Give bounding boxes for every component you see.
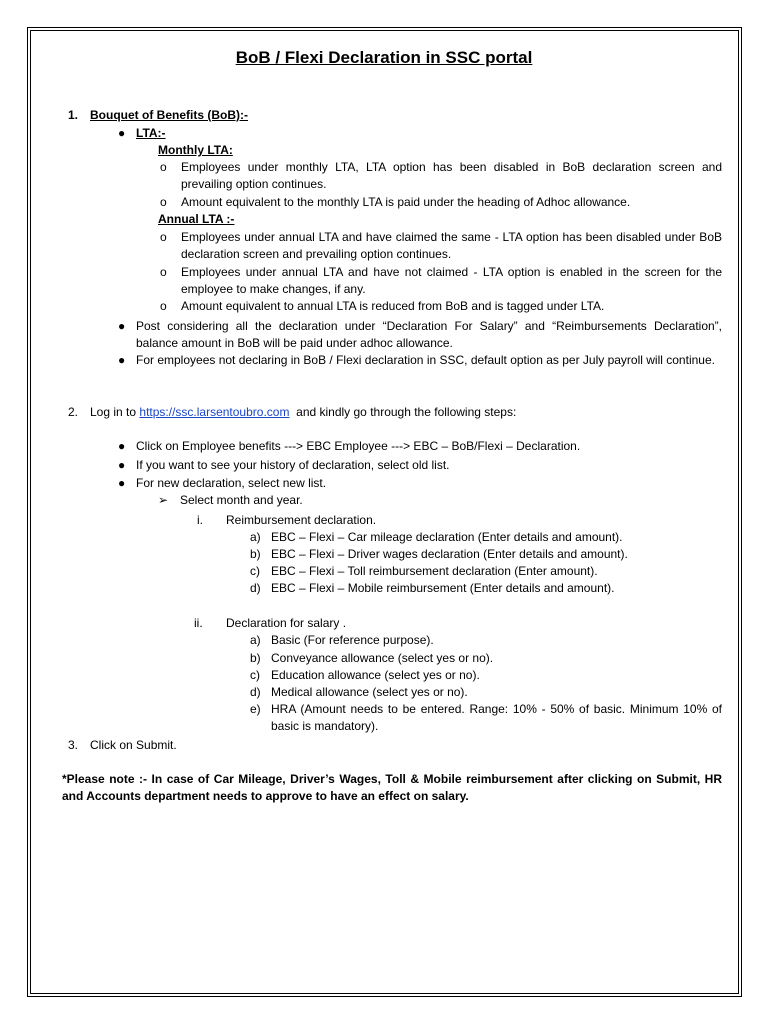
r2-item: Conveyance allowance (select yes or no). [271,651,494,665]
bullet-dot-icon: ● [118,126,126,140]
section-3-number: 3. [68,738,79,752]
circle-bullet-icon: o [160,299,167,313]
page-title: BoB / Flexi Declaration in SSC portal [235,48,533,67]
reimbursement-heading: Reimbursement declaration. [226,513,377,527]
roman-1-number: i. [197,513,203,527]
r1-item: EBC – Flexi – Car mileage declaration (Enter details and amount). [271,530,623,544]
section-1-number: 1. [68,108,79,122]
salary-declaration-heading: Declaration for salary . [226,616,347,630]
bob-bullet-2: Post considering all the declaration under “Declaration For Salary” and “Reimbursements Declaration”, balance amount in BoB will be paid under adhoc allowance. [136,319,722,350]
section-2-post: and kindly go through the following steps: [296,405,517,419]
step-1: Click on Employee benefits ---> EBC Employee ---> EBC – BoB/Flexi – Declaration. [136,439,581,453]
monthly-lta-item-1: Employees under monthly LTA, LTA option has been disabled in BoB declaration screen and prevailing option continues. [181,160,722,191]
section-2-pre: Log in to [90,405,137,419]
r2-marker: d) [250,685,261,699]
annual-lta-heading: Annual LTA :- [158,212,235,226]
r1-item: EBC – Flexi – Driver wages declaration (Enter details and amount). [271,547,628,561]
bullet-dot-icon: ● [118,319,126,333]
r2-item: Education allowance (select yes or no). [271,668,480,682]
r2-item: Basic (For reference purpose). [271,633,434,647]
section-3-text: Click on Submit. [90,738,177,752]
r2-marker: e) [250,702,261,716]
step-3: For new declaration, select new list. [136,476,327,490]
select-month-year: Select month and year. [180,493,303,507]
section-1-heading: Bouquet of Benefits (BoB):- [90,108,248,122]
circle-bullet-icon: o [160,230,167,244]
monthly-lta-heading: Monthly LTA: [158,143,233,157]
r1-marker: a) [250,530,261,544]
r2-marker: c) [250,668,260,682]
bullet-dot-icon: ● [118,458,126,472]
r2-item: Medical allowance (select yes or no). [271,685,468,699]
section-2-number: 2. [68,405,79,419]
annual-lta-item-1: Employees under annual LTA and have claimed the same - LTA option has been disabled under BoB declaration screen and prevailing option continues. [181,230,722,261]
bob-bullet-3: For employees not declaring in BoB / Flexi declaration in SSC, default option as per July payroll will continue. [136,353,715,367]
annual-lta-item-2: Employees under annual LTA and have not claimed - LTA option is enabled in the screen for the employee to make changes, if any. [181,265,722,296]
step-2: If you want to see your history of declaration, select old list. [136,458,450,472]
r2-marker: b) [250,651,261,665]
ssc-portal-link[interactable]: https://ssc.larsentoubro.com [139,405,290,419]
circle-bullet-icon: o [160,160,167,174]
roman-2-number: ii. [194,616,203,630]
arrow-bullet-icon: ➢ [158,493,169,507]
r2-marker: a) [250,633,261,647]
lta-label: LTA:- [136,126,166,140]
monthly-lta-item-2: Amount equivalent to the monthly LTA is paid under the heading of Adhoc allowance. [181,195,631,209]
bullet-dot-icon: ● [118,476,126,490]
section-2-intro [90,404,516,421]
r1-marker: d) [250,581,261,595]
r1-item: EBC – Flexi – Toll reimbursement declaration (Enter amount). [271,564,598,578]
r1-marker: b) [250,547,261,561]
please-note: *Please note :- In case of Car Mileage, Driver’s Wages, Toll & Mobile reimbursement after clicking on Submit, HR and Accounts department needs to approve to have an effect on salary. [62,772,722,803]
circle-bullet-icon: o [160,265,167,279]
r2-item-hra: HRA (Amount needs to be entered. Range: 10% - 50% of basic. Minimum 10% of basic is mandatory). [271,702,722,733]
r1-marker: c) [250,564,260,578]
circle-bullet-icon: o [160,195,167,209]
annual-lta-item-3: Amount equivalent to annual LTA is reduced from BoB and is tagged under LTA. [181,299,605,313]
r1-item: EBC – Flexi – Mobile reimbursement (Enter details and amount). [271,581,615,595]
bullet-dot-icon: ● [118,353,126,367]
bullet-dot-icon: ● [118,439,126,453]
